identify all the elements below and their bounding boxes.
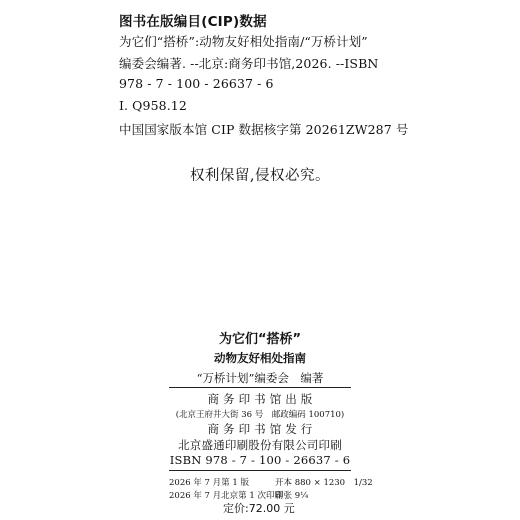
printing-line: 2026 年 7 月北京第 1 次印刷	[169, 491, 283, 501]
book-editor: “万桥计划”编委会 编著	[196, 371, 324, 385]
cip-line-record-number: 中国国家版本馆 CIP 数据核字第 20261ZW287 号	[119, 122, 409, 137]
cip-line-isbn: 978 - 7 - 100 - 26637 - 6	[119, 76, 274, 91]
format-line: 开本 880 × 1230 1/32	[275, 478, 373, 488]
cip-line-title: 为它们“搭桥”:动物友好相处指南/“万桥计划”	[119, 34, 368, 49]
rights-notice: 权利保留,侵权必究。	[189, 168, 331, 184]
book-subtitle: 动物友好相处指南	[214, 351, 306, 365]
sheets-line: 印张 9¼	[275, 491, 309, 501]
divider-bottom	[169, 470, 351, 471]
book-title: 为它们“搭桥”	[218, 332, 302, 347]
distributor-line: 商 务 印 书 馆 发 行	[207, 422, 313, 436]
isbn-line: ISBN 978 - 7 - 100 - 26637 - 6	[169, 453, 351, 467]
publisher-address: (北京王府井大街 36 号 邮政编码 100710)	[175, 410, 345, 420]
cip-line-publisher: 编委会编著. --北京:商务印书馆,2026. --ISBN	[119, 56, 379, 71]
divider-top	[169, 387, 351, 388]
publisher-name: 商 务 印 书 馆 出 版	[207, 392, 313, 406]
cip-heading: 图书在版编目(CIP)数据	[119, 14, 267, 30]
cip-line-classification: Ⅰ. Q958.12	[119, 98, 187, 113]
edition-line: 2026 年 7 月第 1 版	[169, 478, 249, 488]
printer-line: 北京盛通印刷股份有限公司印刷	[178, 438, 342, 452]
price-line: 定价:72.00 元	[223, 502, 295, 515]
